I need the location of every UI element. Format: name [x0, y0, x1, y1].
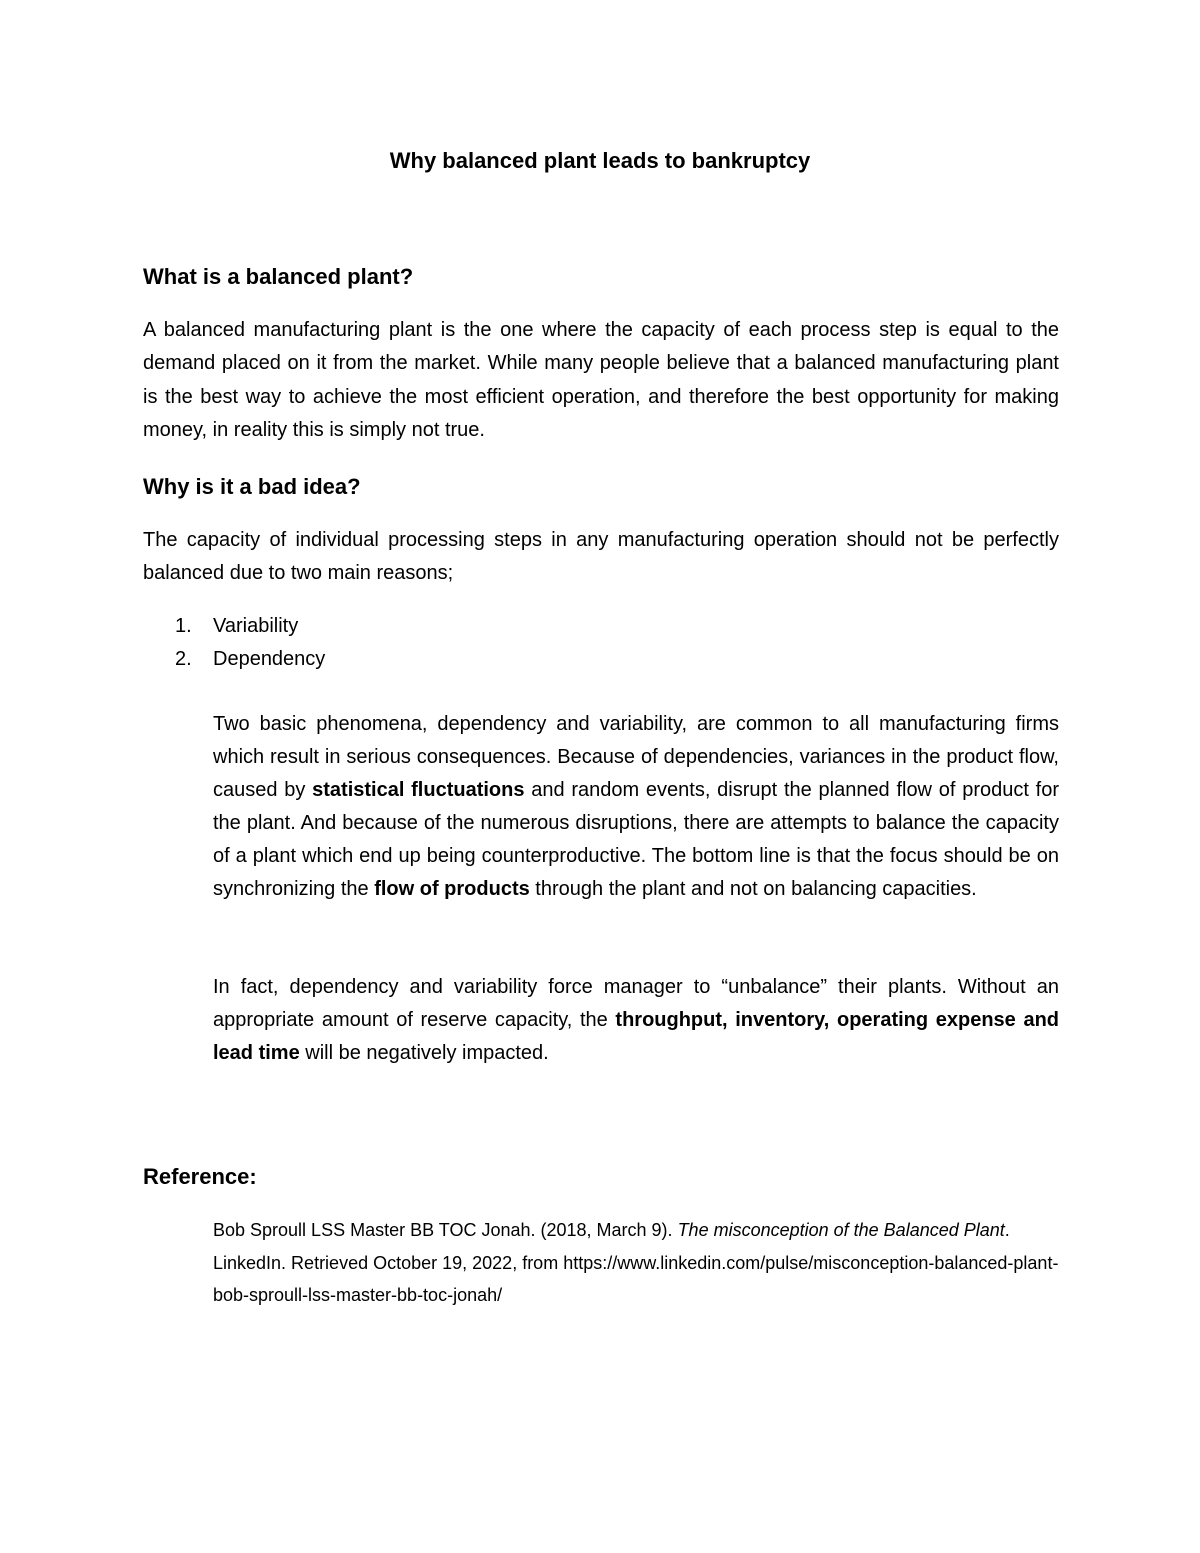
- reference-citation: [213, 1214, 1073, 1312]
- list-item-text: Dependency: [213, 648, 326, 670]
- list-item-text: Variability: [213, 615, 299, 637]
- document-title: Why balanced plant leads to bankruptcy: [389, 148, 811, 173]
- flow-of-products-bold: flow of products: [374, 878, 530, 900]
- unbalance-text-1: In fact, dependency and variability force manager to “unbalance” their plants. Without an appropriate amount of reserve capacity, the: [213, 976, 1059, 1031]
- reasons-list: [143, 610, 325, 676]
- list-item-number: 1.: [175, 615, 192, 637]
- section-heading-why-bad: Why is it a bad idea?: [143, 474, 361, 499]
- citation-title-italic: The misconception of the Balanced Plant: [677, 1220, 1005, 1240]
- section2-intro-paragraph: The capacity of individual processing steps in any manufacturing operation should not be perfectly balanced due to two main reasons;: [143, 529, 1059, 585]
- phenomena-text-2: and random events, disrupt the planned flow of product for the plant. And because of the numerous disruptions, there are attempts to balance the capacity of a plant which end up being counterproductive. The bottom line is that the focus should be on synchronizing the: [213, 779, 1059, 900]
- citation-text-2: . LinkedIn. Retrieved October 19, 2022, from https://www.linkedin.com/pulse/misconception-balanced-plant-bob-sproull-lss-master-bb-toc-jonah/: [213, 1220, 1059, 1306]
- phenomena-text-1: Two basic phenomena, dependency and variability, are common to all manufacturing firms which result in serious consequences. Because of dependencies, variances in the product flow, caused by: [213, 713, 1059, 801]
- phenomena-text-3: through the plant and not on balancing capacities.: [529, 878, 977, 900]
- list-item: [143, 610, 325, 643]
- impacts-bold: throughput, inventory, operating expense and lead time: [213, 1009, 1059, 1064]
- section-heading-what-is: What is a balanced plant?: [143, 264, 414, 289]
- unbalance-text-2: will be negatively impacted.: [299, 1042, 549, 1064]
- list-item: [143, 643, 325, 676]
- phenomena-paragraph: [213, 708, 1059, 906]
- reference-heading: Reference:: [143, 1164, 257, 1189]
- statistical-fluctuations-bold: statistical fluctuations: [312, 779, 525, 801]
- section1-paragraph: A balanced manufacturing plant is the one where the capacity of each process step is equal to the demand placed on it from the market. While many people believe that a balanced manufacturing plant is the best way to achieve the most efficient operation, and therefore the best opportunity for making money, in reality this is simply not true.: [143, 319, 1059, 442]
- citation-text-1: Bob Sproull LSS Master BB TOC Jonah. (2018, March 9).: [213, 1220, 678, 1240]
- unbalance-paragraph: [213, 971, 1059, 1070]
- list-item-number: 2.: [175, 648, 192, 670]
